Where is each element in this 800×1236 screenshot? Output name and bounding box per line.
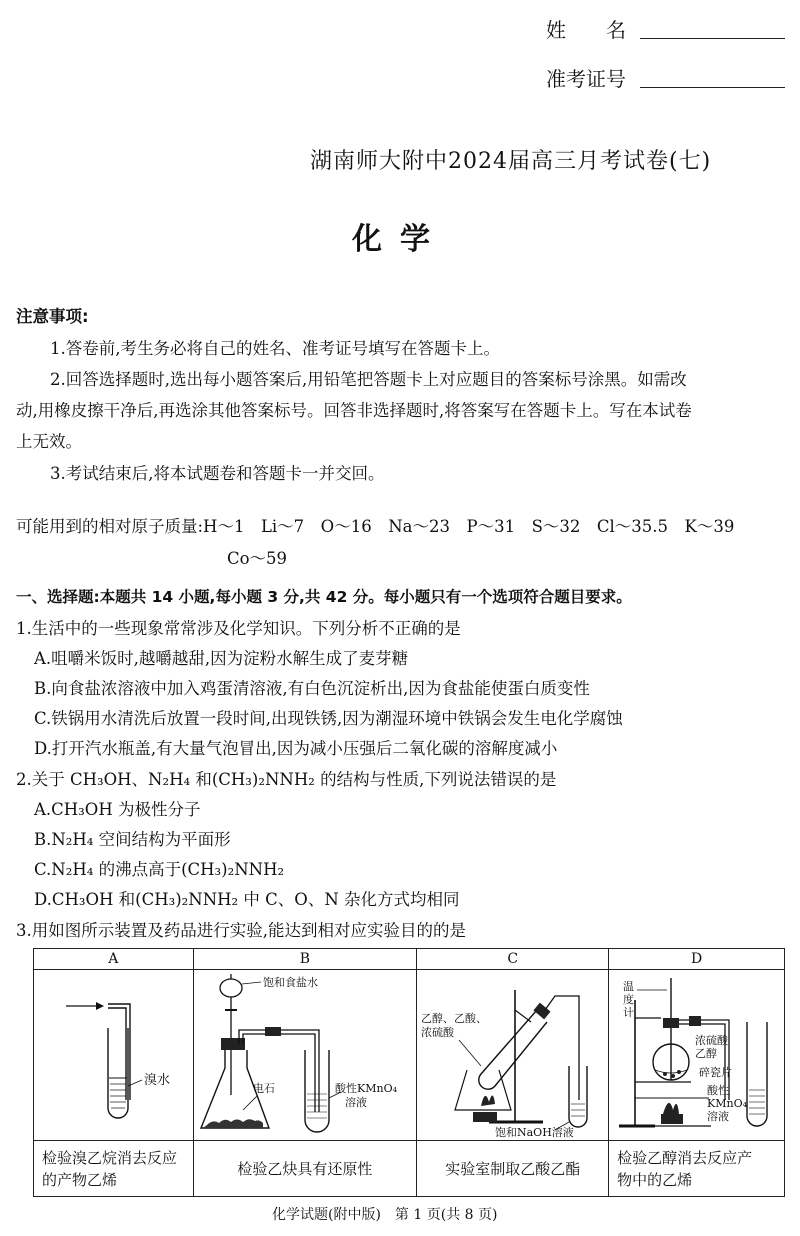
thermometer-label: 计 [622, 1006, 634, 1019]
column-header-d: D [609, 949, 785, 970]
note-item-2-cont: 动,用橡皮擦干净后,再选涂其他答案标号。回答非选择题时,将答案写在答题卡上。写在本试卷 [16, 401, 692, 420]
question-2-stem: 2.关于 CH₃OH、N₂H₄ 和(CH₃)₂NNH₂ 的结构与性质,下列说法错误的是 [16, 770, 557, 789]
question-1-option-c: C.铁锅用水清洗后放置一段时间,出现铁锈,因为潮湿环境中铁锅会发生电化学腐蚀 [34, 709, 623, 728]
caption-a [34, 1141, 194, 1197]
caption-c: 实验室制取乙酸乙酯 [417, 1141, 609, 1197]
experiment-table [33, 948, 785, 1197]
name-field[interactable] [640, 38, 785, 39]
figure-c-cell [417, 970, 609, 1141]
kmno4-label: KMnO₄ [706, 1097, 747, 1110]
column-header-b: B [193, 949, 417, 970]
caption-d [609, 1141, 785, 1197]
atomic-masses-cont: Co～59 [227, 549, 288, 568]
atomic-masses: 可能用到的相对原子质量:H～1 Li～7 O～16 Na～23 P～31 S～32 Cl～35.5 K～39 [16, 517, 735, 536]
caption-d-line: 检验乙醇消去反应产 [617, 1148, 753, 1167]
notes-heading: 注意事项: [16, 307, 89, 326]
ethanol-label: 乙醇 [694, 1047, 717, 1060]
subject-title: 化学 [352, 222, 448, 257]
figure-d-cell [609, 970, 785, 1141]
question-1-option-d: D.打开汽水瓶盖,有大量气泡冒出,因为减小压强后二氧化碳的溶解度减小 [34, 739, 558, 758]
caption-b: 检验乙炔具有还原性 [193, 1141, 417, 1197]
conc-sulfuric-acid-label: 浓硫酸 [694, 1034, 728, 1047]
caption-a-line: 检验溴乙烷消去反应 [42, 1148, 178, 1167]
kmno4-label: 酸性 [706, 1084, 729, 1097]
question-2-option-d: D.CH₃OH 和(CH₃)₂NNH₂ 中 C、O、N 杂化方式均相同 [34, 890, 460, 909]
column-header-c: C [417, 949, 609, 970]
caption-a-line: 的产物乙烯 [42, 1170, 118, 1189]
apparatus-d-diagram [611, 970, 783, 1140]
naoh-label: 饱和NaOH溶液 [494, 1126, 574, 1139]
question-2-option-c: C.N₂H₄ 的沸点高于(CH₃)₂NNH₂ [34, 860, 285, 879]
carbide-label: 电石 [252, 1082, 275, 1095]
note-item-1: 1.答卷前,考生务必将自己的姓名、准考证号填写在答题卡上。 [50, 339, 500, 358]
reagents-label: 浓硫酸 [420, 1026, 454, 1039]
section-heading: 一、选择题:本题共 14 小题,每小题 3 分,共 42 分。每小题只有一个选项符合题目要求。 [16, 588, 632, 606]
exam-title: 湖南师大附中2024届高三月考试卷(七) [310, 149, 712, 174]
apparatus-a-diagram [38, 980, 188, 1130]
caption-d-line: 物中的乙烯 [617, 1170, 693, 1189]
column-header-a: A [34, 949, 194, 970]
porcelain-chips-label: 碎瓷片 [698, 1066, 732, 1079]
question-3-stem: 3.用如图所示装置及药品进行实验,能达到相对应实验目的的是 [16, 921, 466, 940]
reagents-label: 乙醇、乙酸、 [420, 1012, 487, 1025]
note-item-3: 3.考试结束后,将本试题卷和答题卡一并交回。 [50, 464, 385, 483]
bromine-water-label: 溴水 [144, 1073, 171, 1088]
apparatus-c-diagram [419, 970, 607, 1140]
page-footer: 化学试题(附中版) 第 1 页(共 8 页) [272, 1207, 498, 1223]
kmno4-label: 溶液 [706, 1110, 729, 1123]
apparatus-b-diagram [195, 970, 415, 1140]
thermometer-label: 温 [622, 980, 634, 993]
exam-number-label: 准考证号 [546, 67, 626, 91]
exam-number-field[interactable] [640, 87, 785, 88]
question-1-option-a: A.咀嚼米饭时,越嚼越甜,因为淀粉水解生成了麦芽糖 [34, 649, 409, 668]
name-label: 姓 名 [546, 18, 626, 42]
question-2-option-a: A.CH₃OH 为极性分子 [34, 800, 201, 819]
kmno4-label: 溶液 [344, 1096, 367, 1109]
thermometer-label: 度 [622, 993, 634, 1006]
brine-label: 饱和食盐水 [262, 976, 318, 989]
question-1-stem: 1.生活中的一些现象常常涉及化学知识。下列分析不正确的是 [16, 619, 461, 638]
question-1-option-b: B.向食盐浓溶液中加入鸡蛋清溶液,有白色沉淀析出,因为食盐能使蛋白质变性 [34, 679, 590, 698]
kmno4-label: 酸性KMnO₄ [334, 1082, 397, 1095]
question-2-option-b: B.N₂H₄ 空间结构为平面形 [34, 830, 231, 849]
figure-b-cell [193, 970, 417, 1141]
figure-a-cell [34, 970, 194, 1141]
note-item-2-cont: 上无效。 [16, 432, 82, 451]
note-item-2: 2.回答选择题时,选出每小题答案后,用铅笔把答题卡上对应题目的答案标号涂黑。如需改 [50, 370, 687, 389]
